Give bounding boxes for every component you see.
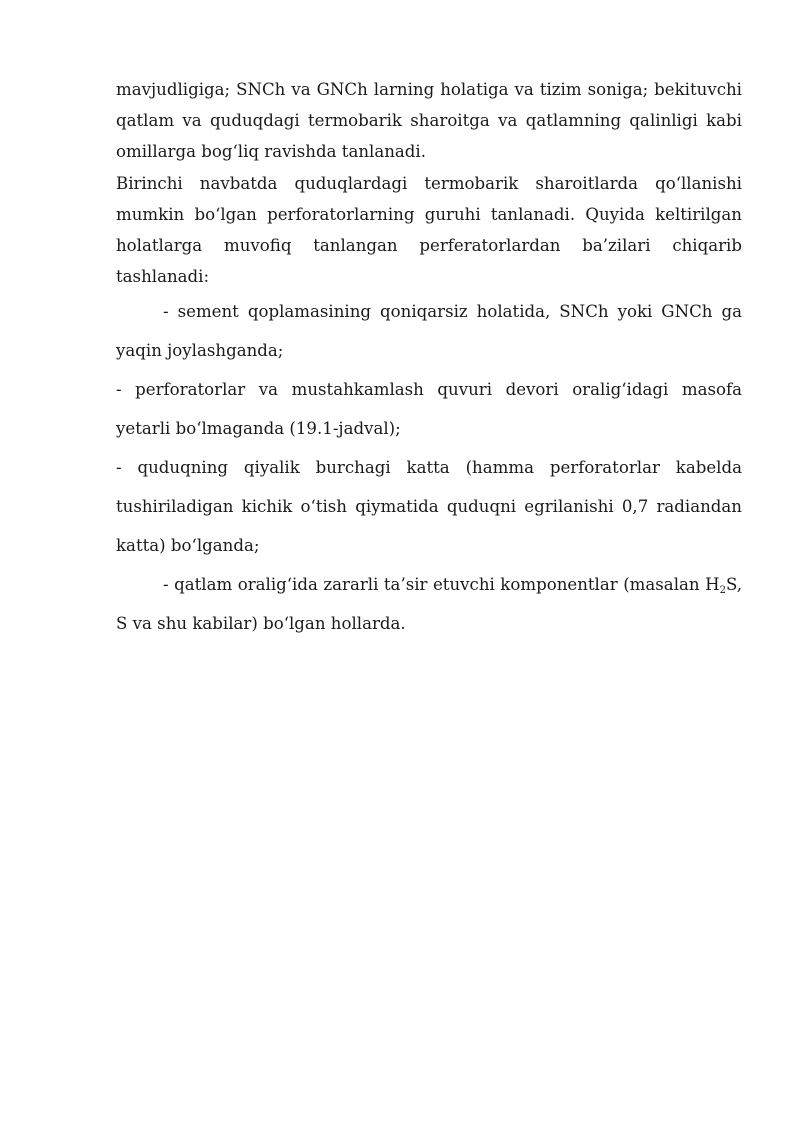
harmful-components-text-end: S, S va shu kabilar) bo‘lgan hollarda. (116, 575, 742, 634)
list-item-cement-condition: - sement qoplamasining qoniqarsiz holatida, SNCh yoki GNCh ga yaqin joylashganda; (116, 302, 742, 361)
list-item-distance: - perforatorlar va mustahkamlash quvuri devori oralig‘idagi masofa yetarli bo‘lmaganda (19.1-jadval); (116, 380, 742, 439)
paragraph-selection-factors: mavjudligiga; SNCh va GNCh larning holatiga va tizim soniga; bekituvchi qatlam va quduqdagi termobarik sharoitga va qatlamning qalinligi kabi omillarga bog‘liq ravishda tanlanadi. (116, 80, 742, 162)
document-page (116, 74, 742, 643)
list-item-harmful-components (116, 565, 742, 643)
list-item-inclination: - quduqning qiyalik burchagi katta (hamma perforatorlar kabelda tushiriladigan kichik o‘tish qiymatida quduqni egrilanishi 0,7 radiandan katta) bo‘lganda; (116, 458, 742, 556)
harmful-components-text-start: - qatlam oralig‘ida zararli ta’sir etuvchi komponentlar (masalan H (163, 575, 720, 595)
paragraph-perforator-selection: Birinchi navbatda quduqlardagi termobarik sharoitlarda qo‘llanishi mumkin bo‘lgan perforatorlarning guruhi tanlanadi. Quyida keltirilgan holatlarga muvofiq tanlangan perferatorlardan ba’zilari chiqarib tashlanadi: (116, 173, 742, 287)
chemical-subscript: 2 (719, 585, 726, 597)
